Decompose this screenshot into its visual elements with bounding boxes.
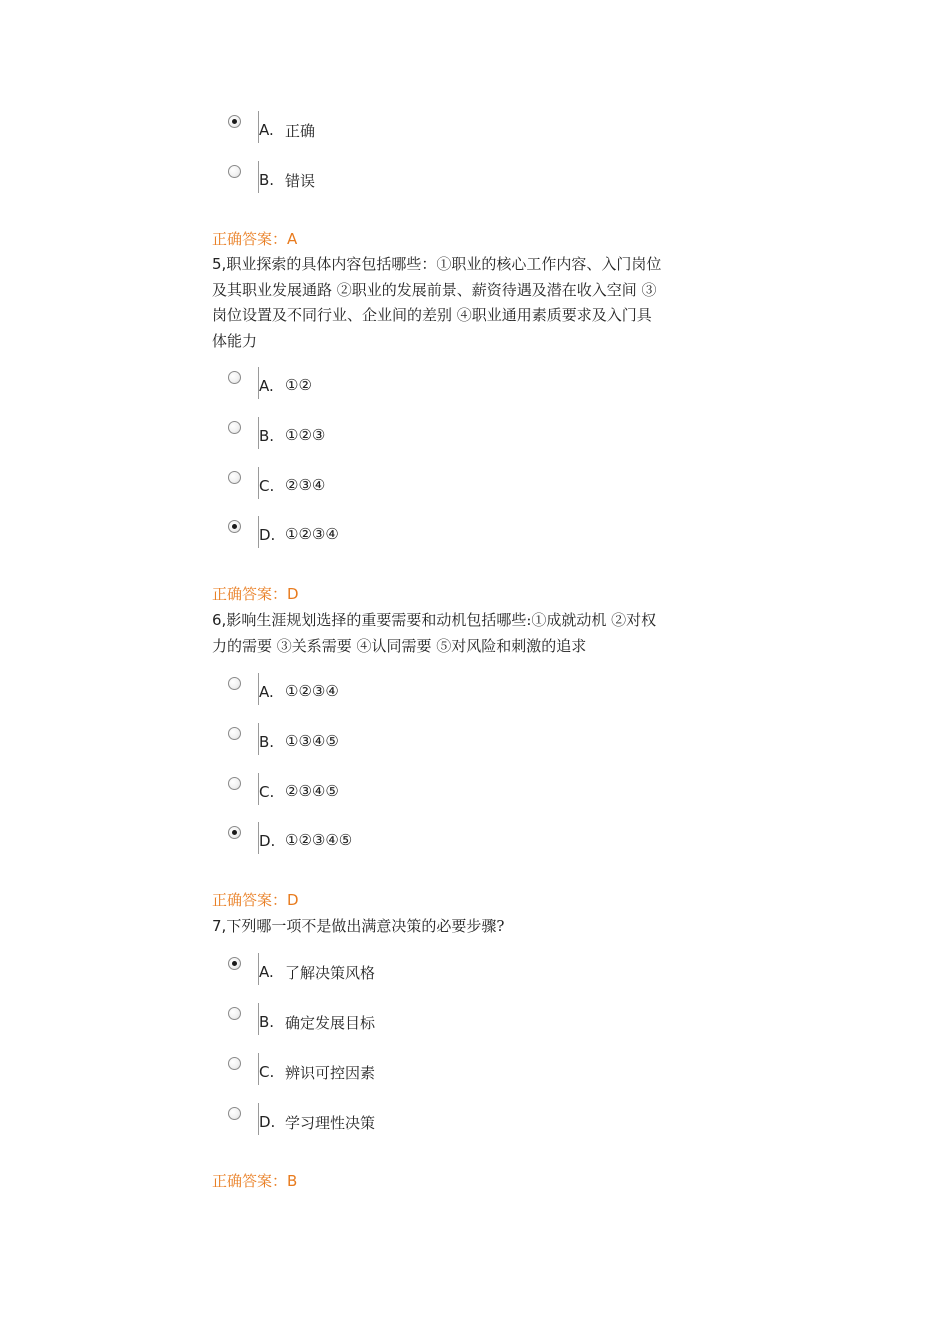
answer-label: 正确答案： bbox=[212, 230, 288, 248]
q6-option-b[interactable] bbox=[228, 723, 728, 763]
q6-option-a[interactable] bbox=[228, 673, 728, 713]
question-line: 体能力 bbox=[212, 331, 258, 350]
question-line: 岗位设置及不同行业、企业间的差别 ④职业通用素质要求及入门具 bbox=[212, 306, 652, 324]
radio-button-icon[interactable] bbox=[228, 826, 241, 839]
question-number: 5, bbox=[212, 255, 227, 273]
q4-correct-answer bbox=[212, 228, 297, 249]
question-number: 7, bbox=[212, 917, 227, 935]
q5-option-a[interactable] bbox=[228, 367, 728, 407]
option-letter: C. bbox=[259, 1063, 275, 1081]
answer-label: 正确答案： bbox=[212, 585, 288, 603]
option-letter: B. bbox=[259, 1013, 275, 1031]
radio-button-icon[interactable] bbox=[228, 471, 241, 484]
answer-value: D bbox=[287, 585, 299, 603]
radio-button-icon[interactable] bbox=[228, 1007, 241, 1020]
q6-question-text bbox=[212, 608, 717, 659]
question-line: 及其职业发展通路 ②职业的发展前景、薪资待遇及潜在收入空间 ③ bbox=[212, 280, 657, 299]
q7-option-c[interactable] bbox=[228, 1053, 728, 1093]
option-text: 了解决策风格 bbox=[285, 964, 376, 982]
question-line: 7,下列哪一项不是做出满意决策的必要步骤? bbox=[212, 917, 505, 935]
answer-value: D bbox=[287, 891, 299, 909]
q5-option-b[interactable] bbox=[228, 417, 728, 457]
q5-question-text bbox=[212, 252, 717, 354]
option-text: ②③④ bbox=[285, 476, 326, 494]
option-text: 辨识可控因素 bbox=[285, 1064, 376, 1082]
option-letter: D. bbox=[259, 1113, 276, 1131]
q7-option-d[interactable] bbox=[228, 1103, 728, 1143]
q7-correct-answer bbox=[212, 1170, 297, 1191]
option-text: ①②③④⑤ bbox=[285, 831, 353, 849]
radio-button-icon[interactable] bbox=[228, 165, 241, 178]
option-letter: B. bbox=[259, 427, 275, 445]
option-text: 正确 bbox=[285, 122, 316, 140]
option-letter: A. bbox=[259, 377, 274, 395]
option-text: ①② bbox=[285, 376, 312, 394]
option-text: 错误 bbox=[285, 172, 316, 190]
option-text: ①②③ bbox=[285, 426, 326, 444]
option-text: 学习理性决策 bbox=[285, 1114, 376, 1132]
option-letter: D. bbox=[259, 526, 276, 544]
radio-button-icon[interactable] bbox=[228, 1057, 241, 1070]
option-letter: B. bbox=[259, 733, 275, 751]
answer-label: 正确答案： bbox=[212, 891, 288, 909]
radio-button-icon[interactable] bbox=[228, 677, 241, 690]
option-letter: B. bbox=[259, 171, 275, 189]
radio-button-icon[interactable] bbox=[228, 421, 241, 434]
option-letter: C. bbox=[259, 783, 275, 801]
question-number: 6, bbox=[212, 611, 227, 629]
q6-option-d[interactable] bbox=[228, 822, 728, 862]
answer-value: B bbox=[287, 1172, 298, 1190]
question-line: 6,影响生涯规划选择的重要需要和动机包括哪些:①成就动机 ②对权 bbox=[212, 611, 657, 629]
option-text: ①③④⑤ bbox=[285, 732, 339, 750]
option-text: ②③④⑤ bbox=[285, 782, 339, 800]
radio-button-icon[interactable] bbox=[228, 727, 241, 740]
radio-button-icon[interactable] bbox=[228, 520, 241, 533]
radio-button-icon[interactable] bbox=[228, 371, 241, 384]
q6-option-c[interactable] bbox=[228, 773, 728, 813]
radio-button-icon[interactable] bbox=[228, 957, 241, 970]
q4-option-a[interactable] bbox=[228, 111, 728, 151]
question-line: 力的需要 ③关系需要 ④认同需要 ⑤对风险和刺激的追求 bbox=[212, 636, 587, 655]
q7-option-a[interactable] bbox=[228, 953, 728, 993]
question-line: 5,职业探索的具体内容包括哪些：①职业的核心工作内容、入门岗位 bbox=[212, 255, 662, 273]
radio-button-icon[interactable] bbox=[228, 777, 241, 790]
option-letter: A. bbox=[259, 121, 274, 139]
option-text: ①②③④ bbox=[285, 682, 339, 700]
q5-option-c[interactable] bbox=[228, 467, 728, 507]
answer-value: A bbox=[287, 230, 298, 248]
radio-button-icon[interactable] bbox=[228, 115, 241, 128]
q6-correct-answer bbox=[212, 889, 299, 910]
q7-question-text bbox=[212, 914, 717, 940]
radio-button-icon[interactable] bbox=[228, 1107, 241, 1120]
option-letter: D. bbox=[259, 832, 276, 850]
q4-option-b[interactable] bbox=[228, 161, 728, 201]
option-letter: A. bbox=[259, 683, 274, 701]
option-text: ①②③④ bbox=[285, 525, 339, 543]
q5-correct-answer bbox=[212, 583, 299, 604]
option-letter: A. bbox=[259, 963, 274, 981]
answer-label: 正确答案： bbox=[212, 1172, 288, 1190]
q7-option-b[interactable] bbox=[228, 1003, 728, 1043]
option-text: 确定发展目标 bbox=[285, 1014, 376, 1032]
q5-option-d[interactable] bbox=[228, 516, 728, 556]
option-letter: C. bbox=[259, 477, 275, 495]
